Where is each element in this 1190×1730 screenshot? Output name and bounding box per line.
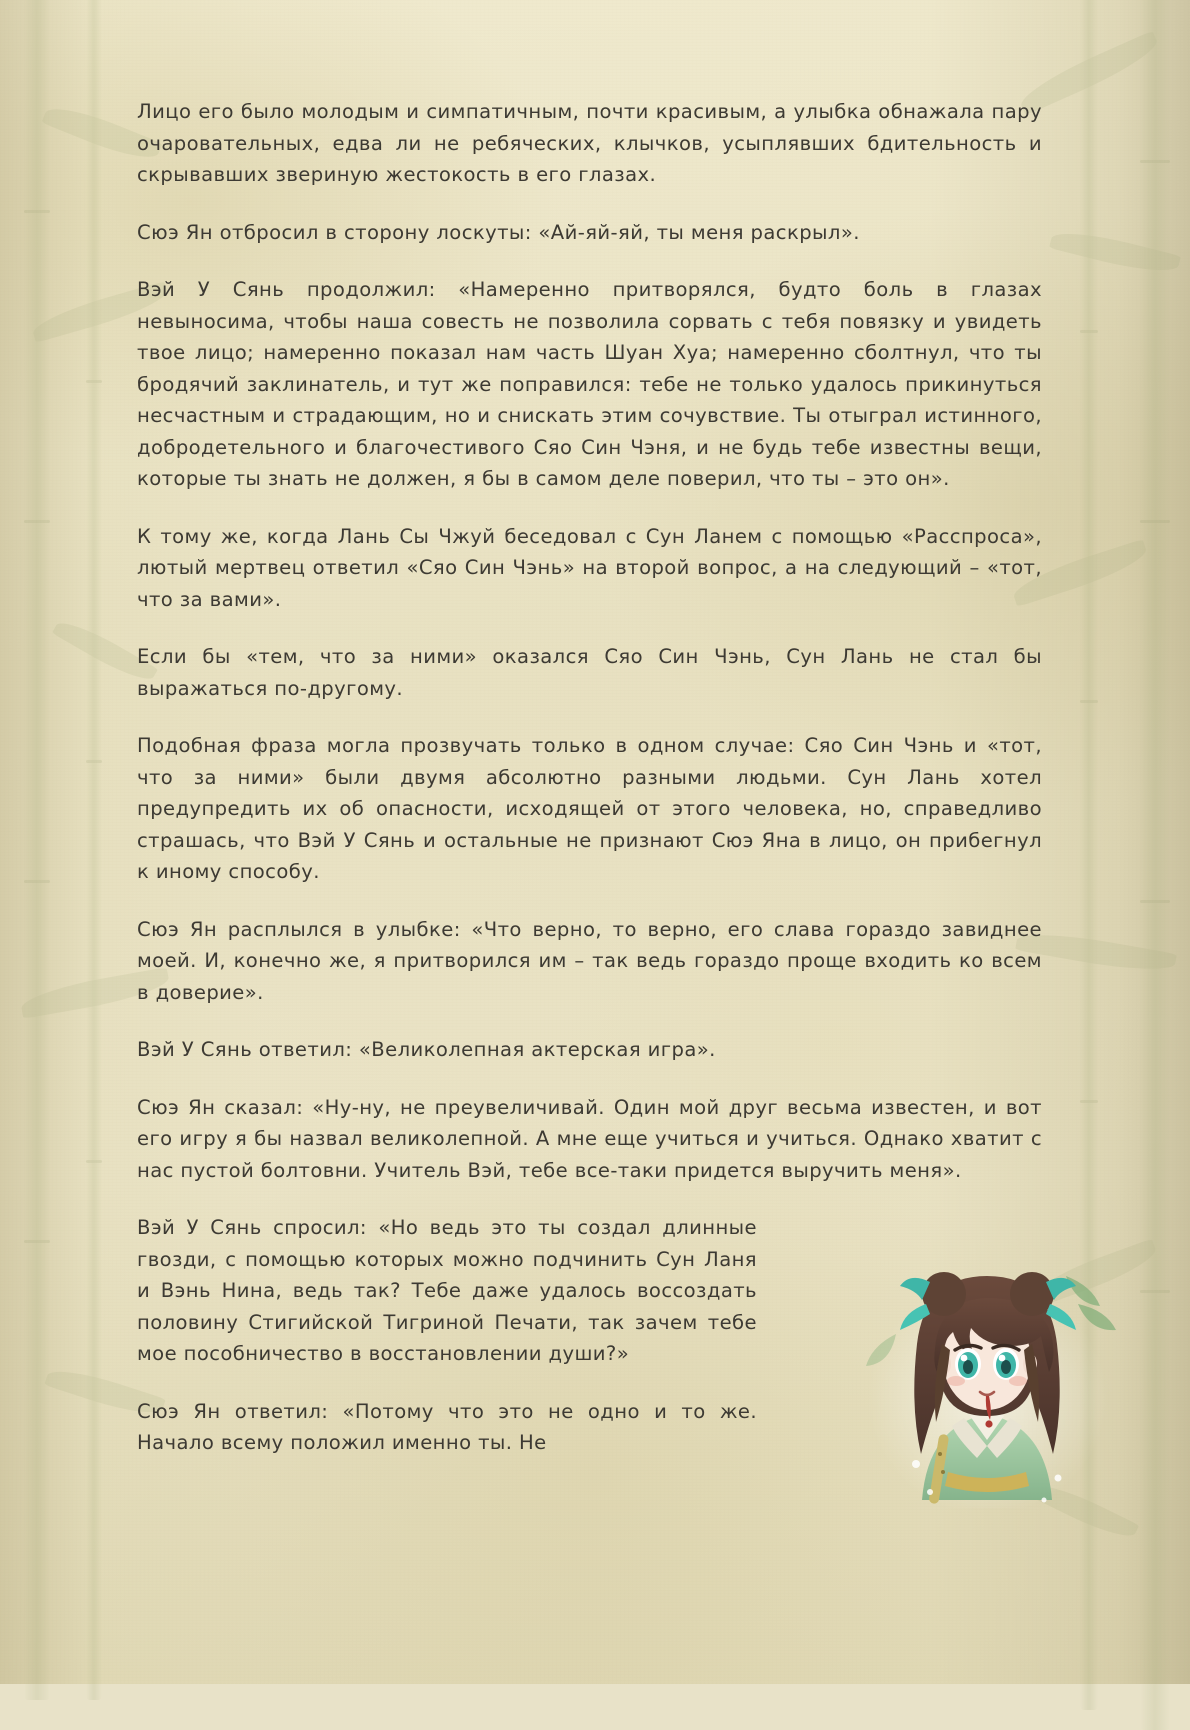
paragraph: Вэй У Сянь ответил: «Великолепная актерская игра». <box>137 1038 716 1061</box>
paragraph: Вэй У Сянь спросил: «Но ведь это ты создал длинные гвозди, с помощью которых можно подчинить Сун Ланя и Вэнь Нина, ведь так? Тебе даже удалось воссоздать половину Стигийской Тигриной Печати, так зачем тебе мое пособничество в восстановлении души?» <box>137 1216 757 1365</box>
paragraph: Подобная фраза могла прозвучать только в одном случае: Сяо Син Чэнь и «тот, что за ними» были двумя абсолютно разными людьми. Сун Лань хотел предупредить их об опасности, исходящей от этого человека, но, справедливо страшась, что Вэй У Сянь и остальные не признают Сюэ Яна в лицо, он прибегнул к иному способу. <box>137 734 1042 883</box>
paragraph: Вэй У Сянь продолжил: «Намеренно притворялся, будто боль в глазах невыносима, чтобы наша совесть не позволила сорвать с тебя повязку и увидеть твое лицо; намеренно показал нам часть Шуан Хуа; намеренно сболтнул, что ты бродячий заклинатель, и тут же поправился: тебе не только удалось прикинуться несчастным и страдающим, но и снискать этим сочувствие. Ты отыграл истинного, добродетельного и благочестивого Сяо Син Чэня, и не будь тебе известны вещи, которые ты знать не должен, я бы в самом деле поверил, что ты – это он». <box>137 278 1042 490</box>
paragraph: Сюэ Ян сказал: «Ну-ну, не преувеличивай. Один мой друг весьма известен, и вот его игру я бы назвал великолепной. А мне еще учиться и учиться. Однако хватит с нас пустой болтовни. Учитель Вэй, тебе все-таки придется выручить меня». <box>137 1095 1042 1182</box>
paragraph: Если бы «тем, что за ними» оказался Сяо Син Чэнь, Сун Лань не стал бы выражаться по-другому. <box>137 645 1042 700</box>
paragraph: Сюэ Ян ответил: «Потому что это не одно и то же. Начало всему положил именно ты. Не <box>137 1399 757 1454</box>
paragraph: Лицо его было молодым и симпатичным, почти красивым, а улыбка обнажала пару очаровательных, едва ли не ребяческих, клычков, усыплявших бдительность и скрывавших звериную жестокость в его глазах. <box>137 100 1042 186</box>
document-text-body <box>137 96 1042 1459</box>
paragraph: Сюэ Ян отбросил в сторону лоскуты: «Ай-яй-яй, ты меня раскрыл». <box>137 220 860 244</box>
paragraph: Сюэ Ян расплылся в улыбке: «Что верно, то верно, его слава гораздо завиднее моей. И, конечно же, я притворился им – так ведь гораздо проще входить ко всем в доверие». <box>137 917 1042 1004</box>
paragraph: К тому же, когда Лань Сы Чжуй беседовал с Сун Ланем с помощью «Расспроса», лютый мертвец ответил «Сяо Син Чэнь» на второй вопрос, а на следующий – «тот, что за вами». <box>137 524 1042 611</box>
